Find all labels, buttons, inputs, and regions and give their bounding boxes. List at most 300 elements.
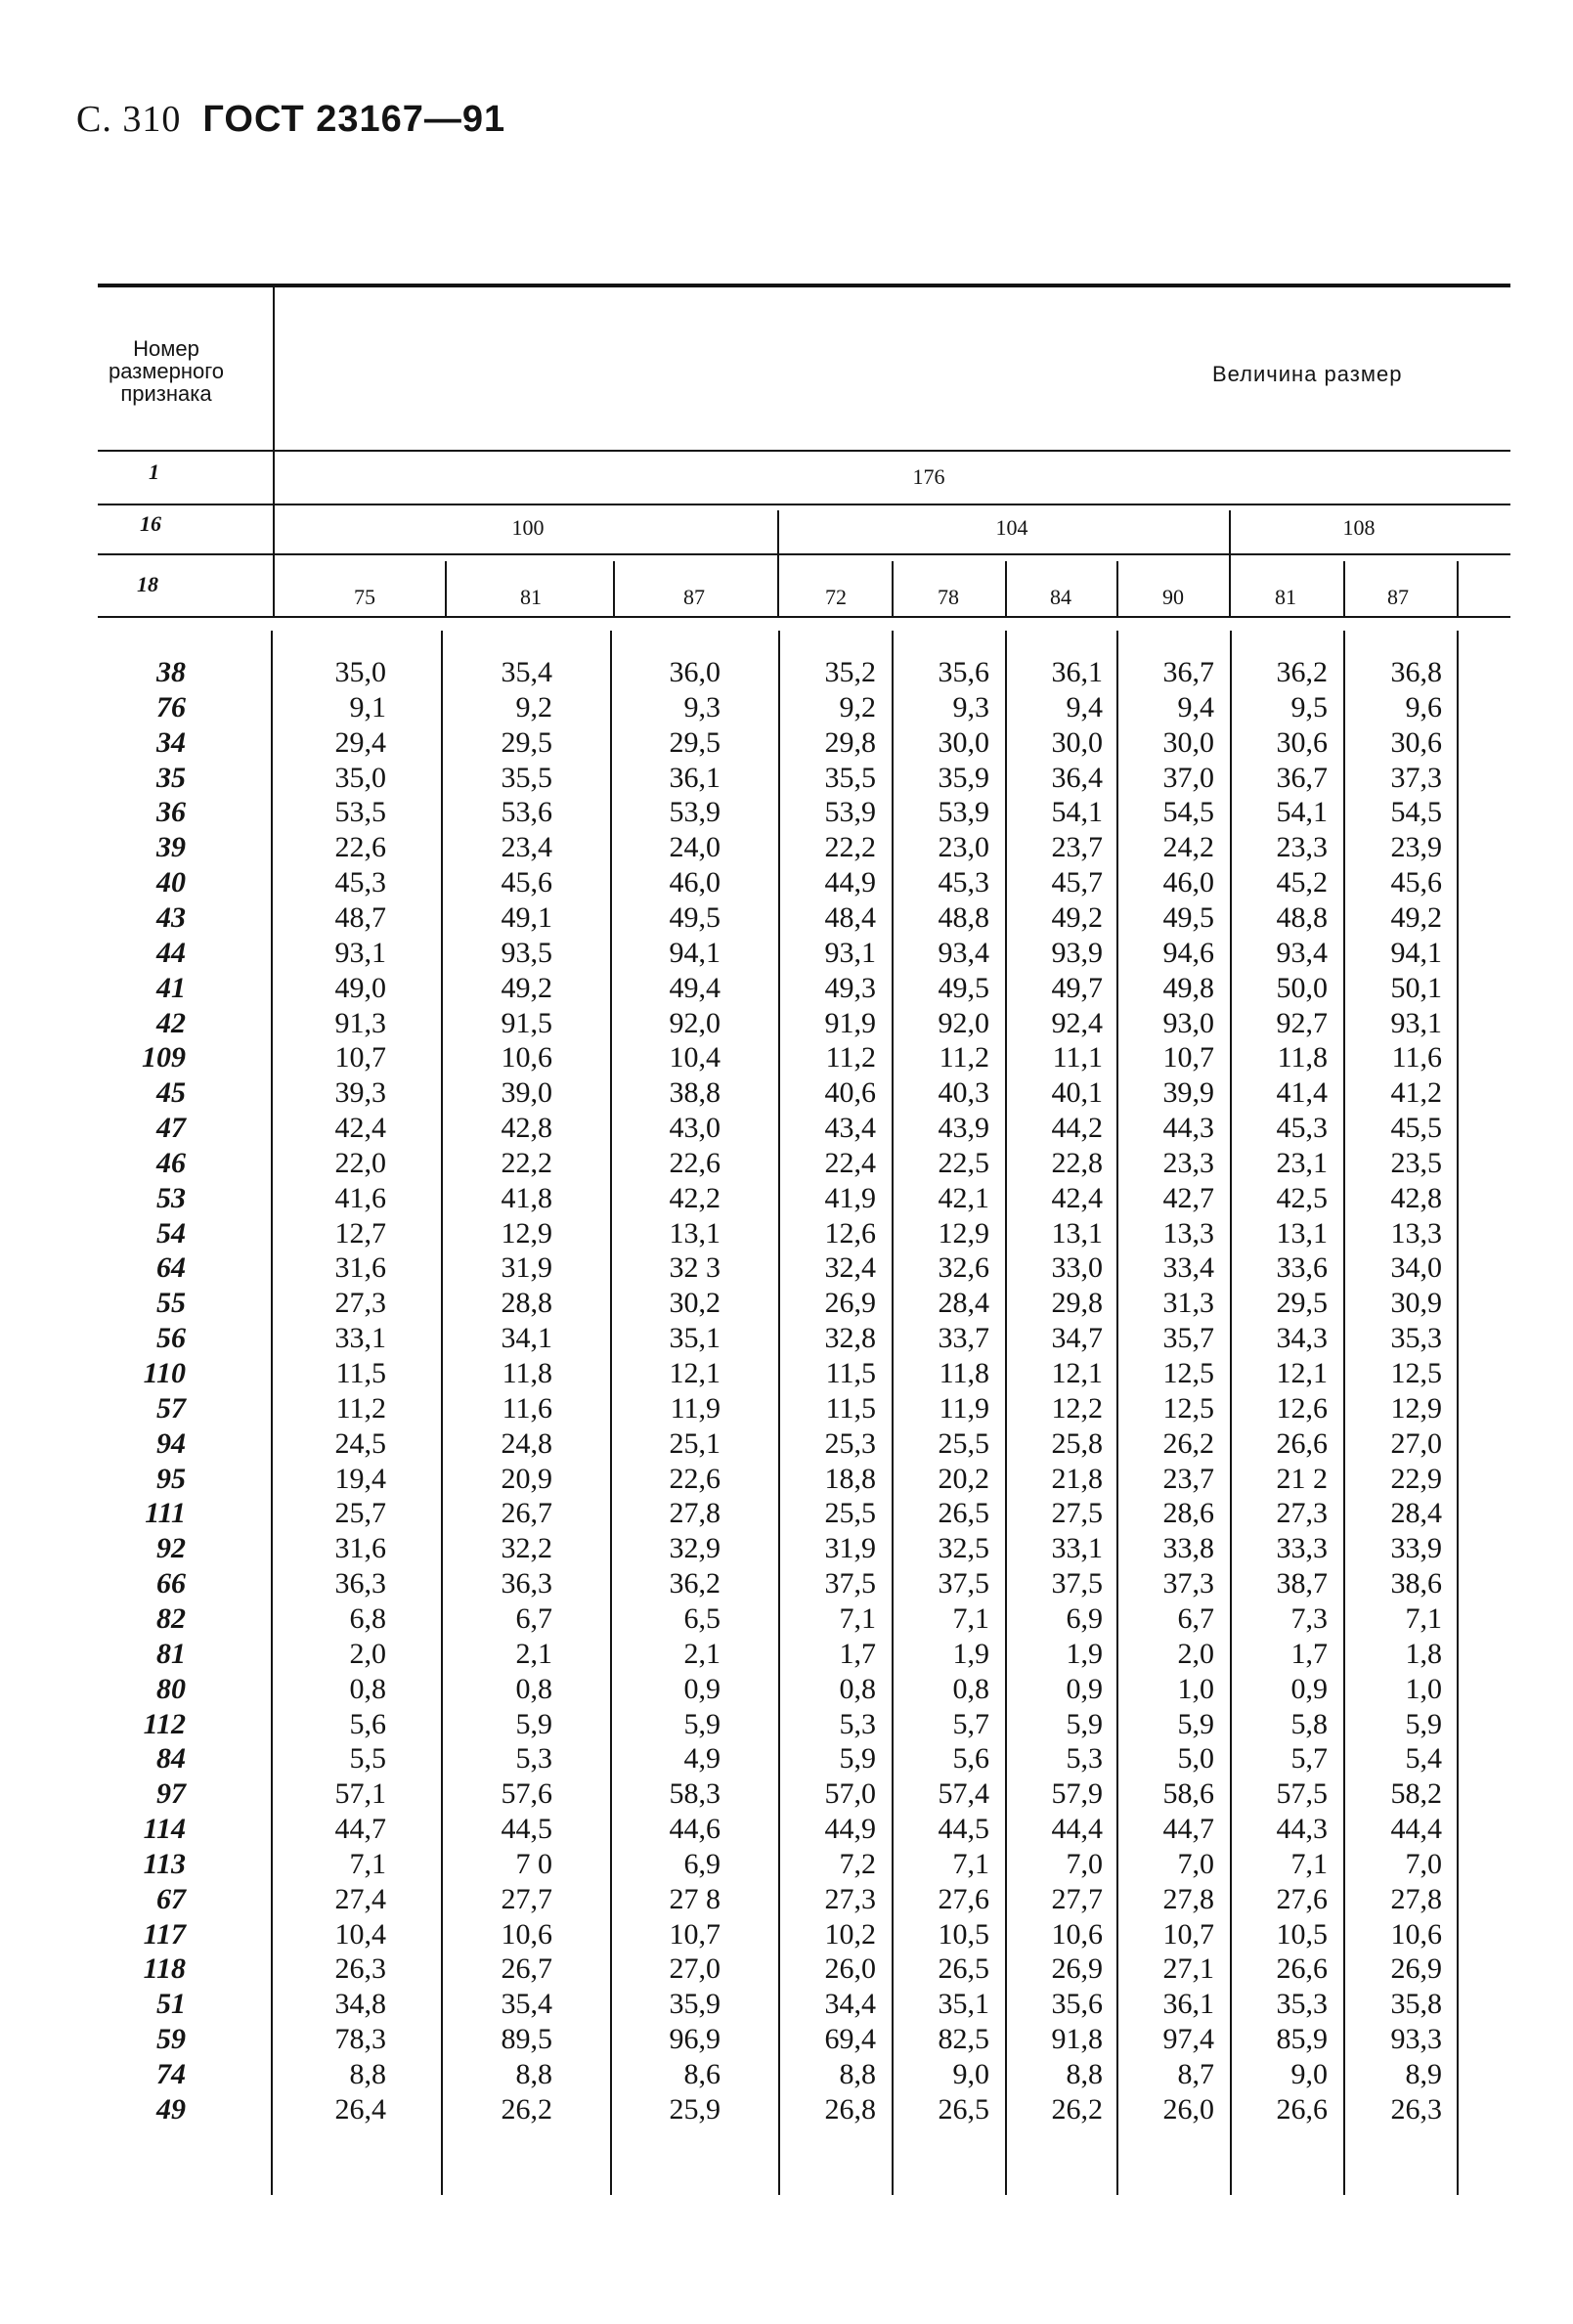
table-cell: 27,8 (1390, 1883, 1442, 1915)
rule-level-16 (98, 553, 1510, 555)
row-label: 64 (156, 1251, 186, 1284)
table-cell: 7,0 (1066, 1848, 1103, 1880)
table-cell: 12,7 (334, 1217, 386, 1250)
row-label: 51 (156, 1988, 186, 2020)
table-cell: 28,4 (1390, 1497, 1442, 1529)
table-cell: 92,0 (938, 1007, 989, 1039)
table-cell: 42,8 (501, 1112, 552, 1144)
table-cell: 39,9 (1162, 1076, 1214, 1109)
table-cell: 91,9 (824, 1007, 876, 1039)
table-cell: 49,2 (1051, 901, 1103, 934)
table-cell: 12,5 (1162, 1392, 1214, 1425)
row-label: 112 (143, 1708, 186, 1740)
row-label: 114 (143, 1813, 186, 1845)
table-cell: 30,2 (669, 1287, 721, 1319)
group-divider-108 (1229, 510, 1231, 616)
row-label: 92 (156, 1532, 186, 1564)
table-cell: 12,1 (1276, 1357, 1328, 1389)
table-cell: 7,3 (1290, 1602, 1328, 1635)
row-label: 118 (143, 1952, 186, 1985)
table-cell: 11,9 (670, 1392, 721, 1425)
table-cell: 9,5 (1290, 691, 1328, 724)
table-cell: 29,8 (824, 726, 876, 759)
table-cell: 27,3 (334, 1287, 386, 1319)
table-cell: 29,5 (1276, 1287, 1328, 1319)
table-cell: 34,4 (824, 1988, 876, 2020)
table-cell: 58,3 (669, 1777, 721, 1810)
table-cell: 33,7 (938, 1322, 989, 1354)
table-cell: 54,1 (1276, 796, 1328, 828)
table-cell: 97,4 (1162, 2023, 1214, 2055)
table-cell: 9,0 (1290, 2058, 1328, 2090)
table-cell: 26,3 (334, 1952, 386, 1985)
table-cell: 5,6 (349, 1708, 386, 1740)
table-cell: 7,2 (839, 1848, 876, 1880)
table-cell: 7,1 (1290, 1848, 1328, 1880)
table-cell: 30,0 (1051, 726, 1103, 759)
table-cell: 45,2 (1276, 866, 1328, 899)
row-label: 113 (143, 1848, 186, 1880)
table-cell: 36,4 (1051, 762, 1103, 794)
row-label: 94 (156, 1427, 186, 1460)
table-cell: 38,7 (1276, 1567, 1328, 1600)
table-cell: 37,5 (1051, 1567, 1103, 1600)
table-cell: 93,0 (1162, 1007, 1214, 1039)
column-header: 87 (1387, 585, 1409, 609)
table-cell: 35,8 (1390, 1988, 1442, 2020)
table-cell: 57,6 (501, 1777, 552, 1810)
table-cell: 1,0 (1177, 1673, 1214, 1705)
table-cell: 32,2 (501, 1532, 552, 1564)
table-cell: 12,6 (1276, 1392, 1328, 1425)
row-label: 84 (156, 1742, 186, 1775)
table-cell: 29,5 (669, 726, 721, 759)
table-cell: 25,7 (334, 1497, 386, 1529)
table-cell: 11,8 (1277, 1041, 1328, 1074)
table-cell: 92,7 (1276, 1007, 1328, 1039)
table-cell: 57,1 (334, 1777, 386, 1810)
table-cell: 42,4 (334, 1112, 386, 1144)
table-cell: 44,4 (1390, 1813, 1442, 1845)
table-cell: 7,1 (839, 1602, 876, 1635)
table-cell: 40,1 (1051, 1076, 1103, 1109)
table-cell: 10,4 (334, 1918, 386, 1951)
table-cell: 45,6 (501, 866, 552, 899)
table-cell: 23,0 (938, 831, 989, 863)
table-cell: 44,2 (1051, 1112, 1103, 1144)
table-cell: 5,3 (515, 1742, 552, 1775)
stub-header-line: размерного (108, 359, 225, 383)
table-cell: 93,9 (1051, 937, 1103, 969)
table-cell: 94,6 (1162, 937, 1214, 969)
table-cell: 34,8 (334, 1988, 386, 2020)
table-cell: 35,6 (1051, 1988, 1103, 2020)
table-cell: 10,6 (501, 1918, 552, 1951)
table-cell: 26,2 (501, 2093, 552, 2126)
table-cell: 35,9 (669, 1988, 721, 2020)
table-cell: 53,6 (501, 796, 552, 828)
table-cell: 13,1 (669, 1217, 721, 1250)
table-cell: 35,0 (334, 762, 386, 794)
table-cell: 11,2 (335, 1392, 386, 1425)
row-label: 54 (156, 1217, 186, 1250)
row-label: 43 (156, 901, 186, 934)
table-cell: 33,3 (1276, 1532, 1328, 1564)
table-cell: 0,9 (1290, 1673, 1328, 1705)
table-cell: 11,2 (939, 1041, 989, 1074)
table-cell: 36,3 (334, 1567, 386, 1600)
column-header: 90 (1162, 585, 1184, 609)
table-cell: 44,5 (938, 1813, 989, 1845)
table-cell: 22,2 (501, 1147, 552, 1179)
level-label: 18 (137, 572, 158, 596)
table-cell: 26,3 (1390, 2093, 1442, 2126)
table-cell: 30,0 (938, 726, 989, 759)
table-cell: 22,5 (938, 1147, 989, 1179)
table-cell: 32,5 (938, 1532, 989, 1564)
table-cell: 50,1 (1390, 972, 1442, 1004)
table-cell: 91,8 (1051, 2023, 1103, 2055)
table-cell: 22,4 (824, 1147, 876, 1179)
row-label: 49 (156, 2093, 186, 2126)
table-cell: 33,6 (1276, 1251, 1328, 1284)
table-cell: 0,8 (952, 1673, 989, 1705)
table-cell: 21 2 (1276, 1463, 1328, 1495)
table-cell: 27,3 (1276, 1497, 1328, 1529)
table-cell: 36,1 (1162, 1988, 1214, 2020)
row-label: 80 (156, 1673, 186, 1705)
table-cell: 8,8 (349, 2058, 386, 2090)
table-cell: 7,0 (1177, 1848, 1214, 1880)
group-label-104: 104 (995, 515, 1028, 540)
row-label: 45 (156, 1076, 186, 1109)
row-label: 110 (143, 1357, 186, 1389)
table-cell: 30,6 (1390, 726, 1442, 759)
table-cell: 26,2 (1162, 1427, 1214, 1460)
table-cell: 85,9 (1276, 2023, 1328, 2055)
table-cell: 54,5 (1162, 796, 1214, 828)
table-cell: 22,9 (1390, 1463, 1442, 1495)
table-cell: 8,8 (1066, 2058, 1103, 2090)
table-cell: 13,1 (1276, 1217, 1328, 1250)
column-header: 81 (520, 585, 542, 609)
table-cell: 89,5 (501, 2023, 552, 2055)
table-cell: 45,6 (1390, 866, 1442, 899)
table-cell: 2,1 (683, 1638, 721, 1670)
table-cell: 33,1 (334, 1322, 386, 1354)
column-header: 75 (354, 585, 375, 609)
stub-header-line: Номер (133, 336, 199, 361)
table-cell: 42,1 (938, 1182, 989, 1214)
table-cell: 33,8 (1162, 1532, 1214, 1564)
table-cell: 94,1 (669, 937, 721, 969)
table-cell: 26,5 (938, 2093, 989, 2126)
table-cell: 10,7 (669, 1918, 721, 1951)
table-cell: 11,5 (825, 1392, 876, 1425)
table-cell: 26,7 (501, 1952, 552, 1985)
table-cell: 22,6 (669, 1463, 721, 1495)
table-cell: 22,0 (334, 1147, 386, 1179)
table-cell: 91,5 (501, 1007, 552, 1039)
stub-divider-body (271, 631, 273, 2195)
table-cell: 32,8 (824, 1322, 876, 1354)
table-cell: 41,4 (1276, 1076, 1328, 1109)
table-cell: 34,7 (1051, 1322, 1103, 1354)
table-cell: 12,2 (1051, 1392, 1103, 1425)
table-cell: 35,3 (1276, 1988, 1328, 2020)
table-cell: 10,5 (1276, 1918, 1328, 1951)
table-cell: 22,2 (824, 831, 876, 863)
table-cell: 42,2 (669, 1182, 721, 1214)
row-label: 36 (156, 796, 186, 828)
table-cell: 49,2 (501, 972, 552, 1004)
table-cell: 5,0 (1177, 1742, 1214, 1775)
rule-level-1 (98, 504, 1510, 505)
table-cell: 20,2 (938, 1463, 989, 1495)
table-cell: 23,3 (1162, 1147, 1214, 1179)
table-cell: 49,3 (824, 972, 876, 1004)
table-cell: 12,1 (669, 1357, 721, 1389)
table-cell: 93,1 (824, 937, 876, 969)
table-cell: 35,0 (334, 656, 386, 688)
table-cell: 9,4 (1066, 691, 1103, 724)
row-label: 40 (156, 866, 186, 899)
table-cell: 5,9 (1066, 1708, 1103, 1740)
table-cell: 25,5 (938, 1427, 989, 1460)
table-cell: 11,2 (825, 1041, 876, 1074)
table-cell: 7 0 (515, 1848, 552, 1880)
table-cell: 13,1 (1051, 1217, 1103, 1250)
row-label: 95 (156, 1463, 186, 1495)
table-cell: 44,4 (1051, 1813, 1103, 1845)
table-cell: 23,7 (1051, 831, 1103, 863)
column-header: 87 (683, 585, 705, 609)
table-cell: 38,6 (1390, 1567, 1442, 1600)
table-cell: 26,0 (1162, 2093, 1214, 2126)
table-cell: 39,3 (334, 1076, 386, 1109)
table-cell: 46,0 (1162, 866, 1214, 899)
table-cell: 10,7 (1162, 1041, 1214, 1074)
table-cell: 49,1 (501, 901, 552, 934)
standard-number: ГОСТ 23167—91 (202, 99, 506, 140)
table-cell: 5,3 (1066, 1742, 1103, 1775)
column-header: 78 (938, 585, 959, 609)
table-cell: 25,1 (669, 1427, 721, 1460)
row-label: 67 (156, 1883, 186, 1915)
table-cell: 49,4 (669, 972, 721, 1004)
table-cell: 35,5 (824, 762, 876, 794)
table-cell: 42,8 (1390, 1182, 1442, 1214)
rule-header (98, 450, 1510, 452)
table-cell: 45,3 (334, 866, 386, 899)
table-cell: 12,1 (1051, 1357, 1103, 1389)
table-cell: 13,3 (1162, 1217, 1214, 1250)
table-cell: 34,3 (1276, 1322, 1328, 1354)
table-cell: 43,4 (824, 1112, 876, 1144)
table-cell: 32 3 (669, 1251, 721, 1284)
table-cell: 27,6 (938, 1883, 989, 1915)
table-cell: 0,9 (683, 1673, 721, 1705)
table-cell: 27,3 (824, 1883, 876, 1915)
row-label: 44 (156, 937, 186, 969)
table-cell: 1,8 (1405, 1638, 1442, 1670)
table-cell: 11,8 (502, 1357, 552, 1389)
table-cell: 34,0 (1390, 1251, 1442, 1284)
table-cell: 36,0 (669, 656, 721, 688)
table-cell: 10,5 (938, 1918, 989, 1951)
table-cell: 35,3 (1390, 1322, 1442, 1354)
table-cell: 58,2 (1390, 1777, 1442, 1810)
table-cell: 36,3 (501, 1567, 552, 1600)
table-cell: 49,5 (1162, 901, 1214, 934)
table-cell: 11,5 (825, 1357, 876, 1389)
table-cell: 36,8 (1390, 656, 1442, 688)
table-cell: 69,4 (824, 2023, 876, 2055)
table-cell: 26,6 (1276, 1427, 1328, 1460)
table-cell: 26,7 (501, 1497, 552, 1529)
table-cell: 40,6 (824, 1076, 876, 1109)
group-value-176: 176 (912, 464, 945, 489)
stub-divider (273, 287, 275, 616)
table-cell: 53,9 (824, 796, 876, 828)
table-cell: 12,5 (1390, 1357, 1442, 1389)
table-cell: 92,4 (1051, 1007, 1103, 1039)
table-cell: 49,2 (1390, 901, 1442, 934)
row-label: 55 (156, 1287, 186, 1319)
table-cell: 93,1 (1390, 1007, 1442, 1039)
table-cell: 57,5 (1276, 1777, 1328, 1810)
row-label: 42 (156, 1007, 186, 1039)
table-top-rule (98, 284, 1510, 287)
table-cell: 30,0 (1162, 726, 1214, 759)
table-cell: 37,3 (1162, 1567, 1214, 1600)
table-cell: 42,5 (1276, 1182, 1328, 1214)
table-cell: 11,6 (502, 1392, 552, 1425)
table-cell: 8,7 (1177, 2058, 1214, 2090)
table-cell: 11,9 (939, 1392, 989, 1425)
table-cell: 48,8 (938, 901, 989, 934)
table-cell: 41,6 (334, 1182, 386, 1214)
table-cell: 29,4 (334, 726, 386, 759)
table-cell: 44,9 (824, 1813, 876, 1845)
table-cell: 93,3 (1390, 2023, 1442, 2055)
table-cell: 36,7 (1276, 762, 1328, 794)
table-cell: 42,7 (1162, 1182, 1214, 1214)
table-cell: 44,3 (1162, 1112, 1214, 1144)
table-cell: 26,6 (1276, 2093, 1328, 2126)
table-cell: 40,3 (938, 1076, 989, 1109)
table-cell: 7,0 (1405, 1848, 1442, 1880)
table-cell: 5,9 (1177, 1708, 1214, 1740)
table-cell: 0,8 (839, 1673, 876, 1705)
table-cell: 27,7 (501, 1883, 552, 1915)
table-cell: 25,5 (824, 1497, 876, 1529)
table-cell: 41,8 (501, 1182, 552, 1214)
table-cell: 32,4 (824, 1251, 876, 1284)
table-cell: 10,7 (1162, 1918, 1214, 1951)
level-label: 1 (149, 460, 159, 484)
body-divider (610, 631, 612, 2195)
table-cell: 10,2 (824, 1918, 876, 1951)
table-cell: 43,9 (938, 1112, 989, 1144)
row-label: 35 (156, 762, 186, 794)
row-label: 38 (156, 656, 186, 688)
table-cell: 9,4 (1177, 691, 1214, 724)
row-label: 47 (156, 1112, 186, 1144)
table-cell: 27,7 (1051, 1883, 1103, 1915)
table-cell: 23,3 (1276, 831, 1328, 863)
table-cell: 5,9 (1405, 1708, 1442, 1740)
table-cell: 2,1 (515, 1638, 552, 1670)
table-cell: 8,6 (683, 2058, 721, 2090)
table-cell: 5,8 (1290, 1708, 1328, 1740)
table-cell: 23,7 (1162, 1463, 1214, 1495)
table-cell: 26,9 (1051, 1952, 1103, 1985)
table-cell: 22,6 (334, 831, 386, 863)
table-cell: 26,6 (1276, 1952, 1328, 1985)
table-cell: 7,1 (952, 1602, 989, 1635)
table-cell: 36,1 (1051, 656, 1103, 688)
table-cell: 26,5 (938, 1952, 989, 1985)
table-cell: 44,9 (824, 866, 876, 899)
table-cell: 13,3 (1390, 1217, 1442, 1250)
table-cell: 26,9 (1390, 1952, 1442, 1985)
table-cell: 50,0 (1276, 972, 1328, 1004)
table-cell: 7,1 (952, 1848, 989, 1880)
table-cell: 7,1 (349, 1848, 386, 1880)
table-cell: 27,0 (1390, 1427, 1442, 1460)
table-cell: 26,0 (824, 1952, 876, 1985)
table-cell: 44,3 (1276, 1813, 1328, 1845)
table-cell: 10,6 (1051, 1918, 1103, 1951)
row-label: 34 (156, 726, 186, 759)
table-cell: 26,5 (938, 1497, 989, 1529)
table-cell: 5,9 (683, 1708, 721, 1740)
group-divider-104 (777, 510, 779, 616)
table-cell: 46,0 (669, 866, 721, 899)
col-divider (892, 561, 894, 616)
table-cell: 11,6 (1391, 1041, 1442, 1074)
row-label: 59 (156, 2023, 186, 2055)
table-cell: 29,5 (501, 726, 552, 759)
table-cell: 9,3 (683, 691, 721, 724)
column-header: 84 (1050, 585, 1071, 609)
table-cell: 0,8 (515, 1673, 552, 1705)
table-cell: 36,2 (1276, 656, 1328, 688)
table-cell: 94,1 (1390, 937, 1442, 969)
group-label-100: 100 (511, 515, 545, 540)
col-divider (1457, 561, 1459, 616)
row-label: 74 (156, 2058, 186, 2090)
table-cell: 35,1 (938, 1988, 989, 2020)
table-cell: 12,5 (1162, 1357, 1214, 1389)
table-cell: 31,6 (334, 1532, 386, 1564)
table-cell: 93,1 (334, 937, 386, 969)
table-cell: 45,3 (938, 866, 989, 899)
table-cell: 27,4 (334, 1883, 386, 1915)
table-cell: 92,0 (669, 1007, 721, 1039)
table-cell: 91,3 (334, 1007, 386, 1039)
row-label: 41 (156, 972, 186, 1004)
table-cell: 26,8 (824, 2093, 876, 2126)
table-cell: 5,3 (839, 1708, 876, 1740)
table-cell: 31,9 (824, 1532, 876, 1564)
row-label: 111 (145, 1497, 186, 1529)
table-cell: 26,2 (1051, 2093, 1103, 2126)
table-cell: 12,9 (1390, 1392, 1442, 1425)
table-cell: 33,9 (1390, 1532, 1442, 1564)
table-cell: 11,5 (335, 1357, 386, 1389)
